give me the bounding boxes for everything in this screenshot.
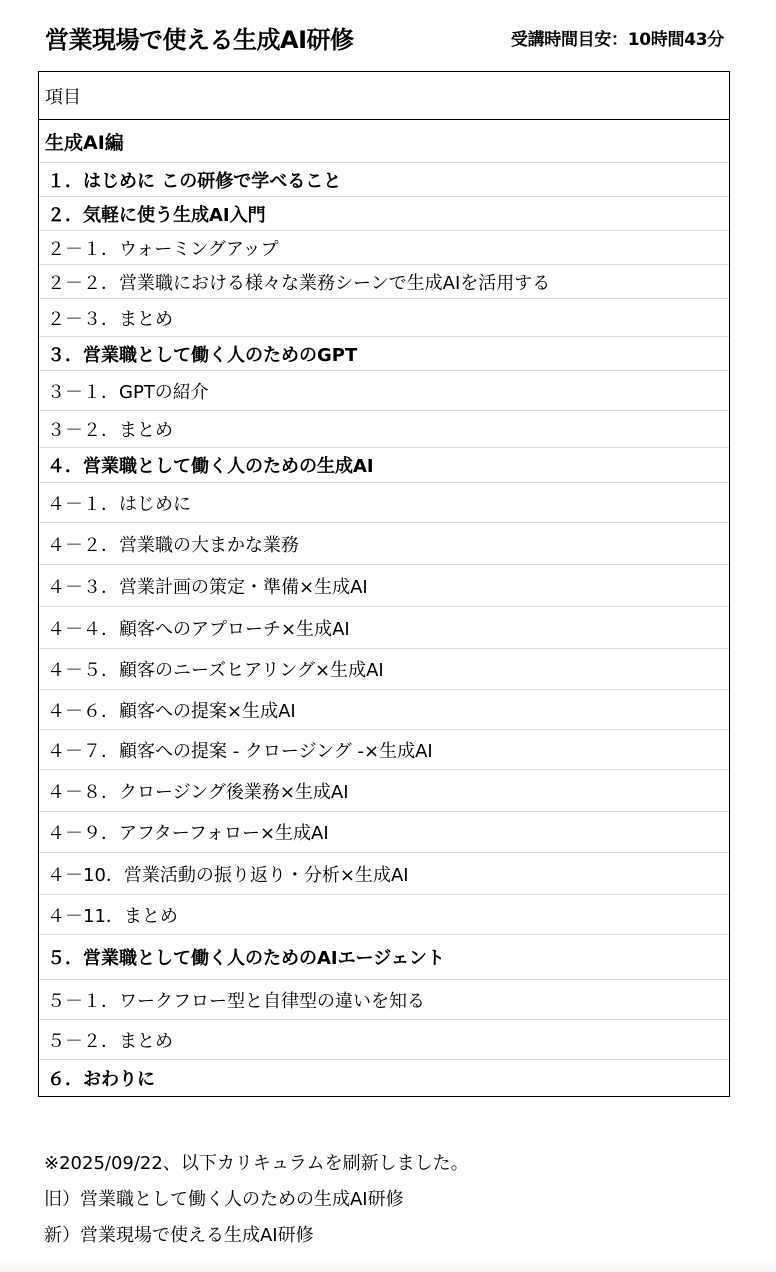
subsection-row: ３－１．GPTの紹介 — [39, 371, 729, 411]
subsection-row: ４－２．営業職の大まかな業務 — [39, 523, 729, 565]
subsection-row: ２－２．営業職における様々な業務シーンで生成AIを活用する — [39, 265, 729, 299]
subsection-row: ４－11．まとめ — [39, 895, 729, 935]
subsection-row: ５－２．まとめ — [39, 1020, 729, 1060]
revision-note: ※2025/09/22、以下カリキュラムを刷新しました。 — [44, 1153, 469, 1174]
revision-note-new: 新）営業現場で使える生成AI研修 — [44, 1225, 314, 1246]
subsection-row: ３－２．まとめ — [39, 411, 729, 448]
subsection-row: ２－３．まとめ — [39, 299, 729, 337]
subsection-row: ４－９．アフターフォロー×生成AI — [39, 812, 729, 853]
section-row: ４．営業職として働く人のための生成AI — [39, 448, 729, 483]
study-time-label: 受講時間目安：10時間43分 — [510, 30, 724, 50]
section-row: ６．おわりに — [47, 1069, 155, 1090]
table-header: 項目 — [39, 72, 729, 120]
section-row: ３．営業職として働く人のためのGPT — [39, 337, 729, 371]
section-row: ５．営業職として働く人のためのAIエージェント — [39, 935, 729, 980]
revision-notes — [44, 1146, 469, 1254]
subsection-row: ４－８．クロージング後業務×生成AI — [39, 770, 729, 812]
section-row: １．はじめに この研修で学べること — [39, 163, 729, 197]
subsection-row: ５－１．ワークフロー型と自律型の違いを知る — [39, 980, 729, 1020]
subsection-row: ４－５．顧客のニーズヒアリング×生成AI — [39, 649, 729, 690]
subsection-row: ４－６．顧客への提案×生成AI — [39, 690, 729, 730]
subsection-row: ４－７．顧客への提案 - クロージング -×生成AI — [39, 730, 729, 770]
bottom-shade — [0, 1258, 776, 1272]
page-header — [0, 0, 776, 72]
page-title: 営業現場で使える生成AI研修 — [45, 26, 354, 54]
curriculum-table — [38, 71, 730, 1097]
subsection-row: ４－１．はじめに — [39, 483, 729, 523]
subsection-row: ４－３．営業計画の策定・準備×生成AI — [39, 565, 729, 607]
subsection-row: ２－１．ウォーミングアップ — [39, 231, 729, 265]
revision-note-old: 旧）営業職として働く人のための生成AI研修 — [44, 1189, 404, 1210]
section-row: ２．気軽に使う生成AI入門 — [39, 197, 729, 231]
chapter-row: 生成AI編 — [39, 120, 729, 163]
subsection-row: ４－10．営業活動の振り返り・分析×生成AI — [39, 853, 729, 895]
subsection-row: ４－４．顧客へのアプローチ×生成AI — [39, 607, 729, 649]
